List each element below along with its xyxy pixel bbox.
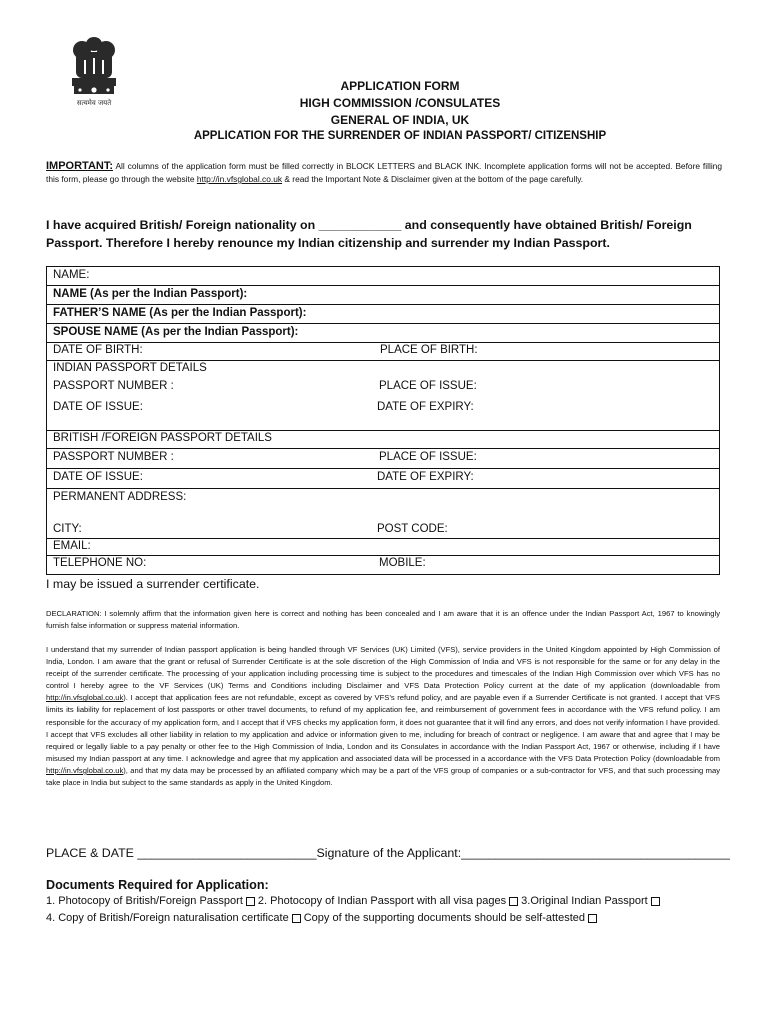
- vfs-terms-link-1[interactable]: http://in.vfsglobal.co.uk: [46, 693, 124, 703]
- indian-date-of-expiry-label: DATE OF EXPIRY:: [377, 401, 474, 413]
- important-text-2: & read the Important Note & Disclaimer given at the bottom of the page carefully.: [282, 174, 584, 184]
- checkbox-icon[interactable]: [651, 897, 660, 906]
- document-item-3: 3.Original Indian Passport: [521, 895, 648, 907]
- dob-label: DATE OF BIRTH:: [53, 344, 143, 356]
- british-dates-row[interactable]: [47, 469, 719, 489]
- permanent-address-label: PERMANENT ADDRESS:: [53, 491, 187, 503]
- address-row[interactable]: [47, 489, 719, 539]
- document-item-4: 4. Copy of British/Foreign naturalisation certificate: [46, 912, 289, 924]
- indian-date-of-issue-label: DATE OF ISSUE:: [53, 401, 143, 413]
- surrender-certificate-statement: I may be issued a surrender certificate.: [46, 577, 260, 591]
- british-place-of-issue-label: PLACE OF ISSUE:: [379, 451, 477, 463]
- important-label: IMPORTANT:: [46, 160, 114, 172]
- indian-place-of-issue-label: PLACE OF ISSUE:: [379, 380, 477, 392]
- document-item-5: Copy of the supporting documents should be self-attested: [303, 912, 586, 924]
- father-name-label: FATHER’S NAME (As per the Indian Passport):: [53, 307, 307, 319]
- british-passport-number-label: PASSPORT NUMBER :: [53, 451, 174, 463]
- documents-required-title: Documents Required for Application:: [46, 878, 269, 892]
- declaration-text: DECLARATION: I solemnly affirm that the information given here is correct and nothing has been concealed and I am aware that it is an offence under the Indian Passport Act, 1967 to knowingly furnish false information or suppress material information.: [46, 609, 720, 630]
- name-passport-label: NAME (As per the Indian Passport):: [53, 288, 248, 300]
- city-label: CITY:: [53, 523, 82, 535]
- father-name-row[interactable]: [47, 305, 719, 324]
- renunciation-statement: I have acquired British/ Foreign nationality on ____________ and consequently have obtained British/ Foreign Passport. Therefore I hereby renounce my Indian citizenship and surrender my Indian Passport.: [46, 218, 692, 250]
- telephone-label: TELEPHONE NO:: [53, 557, 147, 569]
- pob-label: PLACE OF BIRTH:: [380, 344, 478, 356]
- emblem-motto: सत्यमेव जयते: [76, 99, 112, 107]
- important-text-1: All columns of the application form must be filled correctly in BLOCK LETTERS and BLACK INK. Incomplete application forms will not be accepted. Before filling this form, please go through the website: [46, 161, 722, 184]
- name-passport-row[interactable]: [47, 286, 719, 305]
- british-date-of-expiry-label: DATE OF EXPIRY:: [377, 471, 474, 483]
- important-note: [46, 160, 722, 186]
- british-passport-details-label: BRITISH /FOREIGN PASSPORT DETAILS: [53, 432, 272, 444]
- form-title: APPLICATION FORM: [340, 79, 460, 93]
- name-row[interactable]: [47, 267, 719, 286]
- checkbox-icon[interactable]: [509, 897, 518, 906]
- post-code-label: POST CODE:: [377, 523, 448, 535]
- documents-line-1: [46, 895, 663, 907]
- dob-row[interactable]: [47, 343, 719, 361]
- spouse-name-label: SPOUSE NAME (As per the Indian Passport):: [53, 326, 299, 338]
- place-date-signature-line: PLACE & DATE __________________________Signature of the Applicant:_______________________________________: [46, 846, 730, 860]
- british-passport-details-row: [47, 431, 719, 449]
- british-passport-number-row[interactable]: [47, 449, 719, 469]
- checkbox-icon[interactable]: [292, 914, 301, 923]
- vfs-terms-link-2[interactable]: http://in.vfsglobal.co.uk: [46, 765, 124, 775]
- telephone-row[interactable]: [47, 556, 719, 574]
- british-date-of-issue-label: DATE OF ISSUE:: [53, 471, 143, 483]
- spouse-name-row[interactable]: [47, 324, 719, 343]
- vfs-terms-text: [46, 644, 720, 789]
- documents-line-2: [46, 912, 600, 924]
- form-subtitle-country: GENERAL OF INDIA, UK: [330, 113, 470, 127]
- checkbox-icon[interactable]: [246, 897, 255, 906]
- email-label: EMAIL:: [53, 540, 91, 552]
- name-label: NAME:: [53, 269, 90, 281]
- document-item-1: 1. Photocopy of British/Foreign Passport: [46, 895, 243, 907]
- vfs-terms-part-1: I understand that my surrender of Indian passport application is being handled through VF Services (UK) Limited (VFS), service providers in the United Kingdom appointed by High Commission of India, London. I am aware that the grant or refusal of Surrender Certificate is at the sole discretion of the High Commission of India and VFS is not responsible for the same or for any delay in the receipt of the surrender certificate. The processing of your application including processing time is subject to the procedures and timescales of the Indian High Commission over which VFS has no control I hereby agree to the VF Services (UK) Terms and Conditions including Disclaimer and VFS Data Protection Policy current at the date of my application (downloadable from: [46, 645, 720, 691]
- email-row[interactable]: [47, 539, 719, 556]
- vfs-terms-part-3: ), and that my data may be processed by an affiliated company which may be a part of the VFS group of companies or a sub-contractor for VFS, and that such processing may take place in India but subject to the same standards as apply in the United Kingdom.: [46, 765, 720, 788]
- vfs-terms-part-2: ). I accept that application fees are not refundable, except as covered by VFS’s refund policy, and are payable even if a Surrender Certificate is not granted. I accept that VFS limits its liability for replacement of lost passports or other travel documents, to refund of my application fee, and reimbursement of government fees in accordance with the VFS refund policy. I am responsible for the accuracy of my application form, and I accept that if VFS checks my application form, it does not guarantee that it will find any errors, and does not verify information I have provided. I accept that VFS excludes all other liability in relation to my application and advice or information given to me, including for breach of contract or negligence. I am aware that and agree that I may be required or legally liable to a pay penalty or other fee to the High Commission of India, London and its Consulates in accordance with the Indian Passport Act, 1967 or otherwise, including if I have misused my Indian passport at any time. I acknowledge and agree that my application and associated data will be processed in a accordance with the VFS Data Protection Policy (downloadable from: [46, 693, 720, 763]
- applicant-details-table: [46, 266, 720, 575]
- indian-passport-details-label: INDIAN PASSPORT DETAILS: [53, 362, 207, 374]
- vfs-website-link[interactable]: http://in.vfsglobal.co.uk: [196, 174, 283, 184]
- mobile-label: MOBILE:: [379, 557, 426, 569]
- form-subtitle-purpose: APPLICATION FOR THE SURRENDER OF INDIAN PASSPORT/ CITIZENSHIP: [193, 130, 607, 142]
- indian-passport-number-label: PASSPORT NUMBER :: [53, 380, 174, 392]
- form-subtitle-commission: HIGH COMMISSION /CONSULATES: [299, 96, 501, 110]
- document-item-2: 2. Photocopy of Indian Passport with all visa pages: [257, 895, 507, 907]
- indian-passport-section[interactable]: [47, 361, 719, 431]
- checkbox-icon[interactable]: [588, 914, 597, 923]
